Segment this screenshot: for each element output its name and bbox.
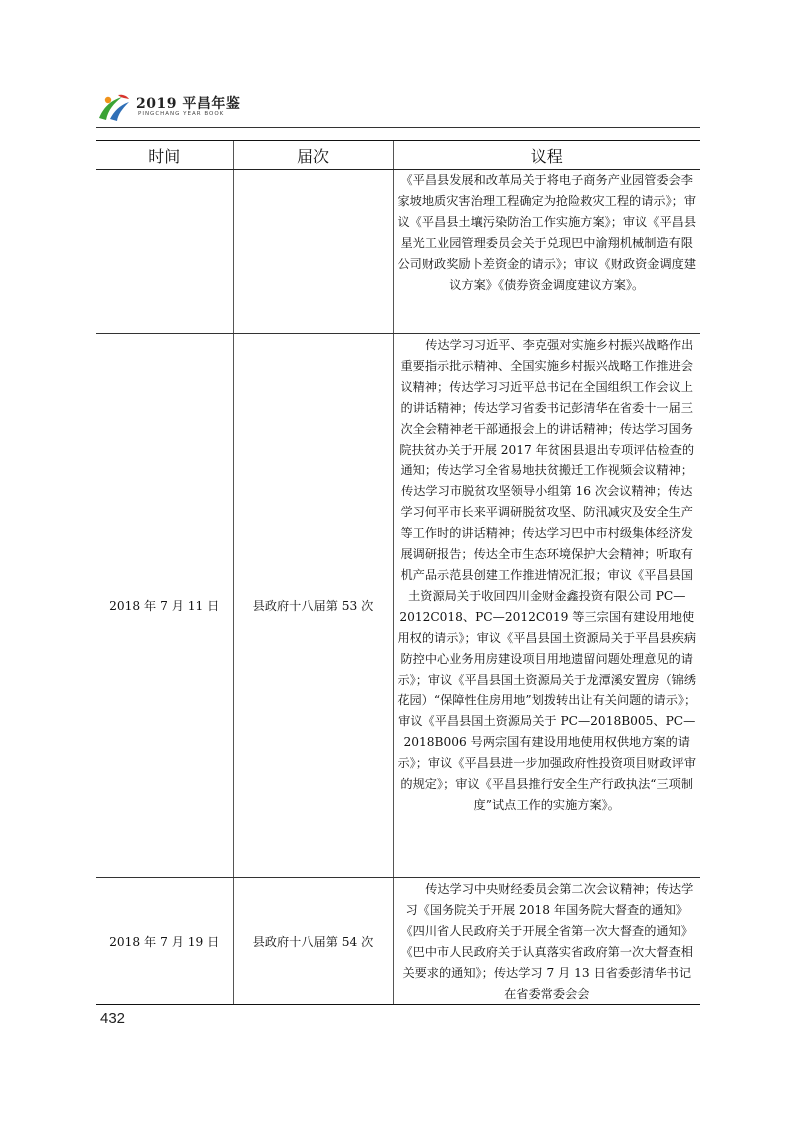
table-header-row	[96, 141, 700, 170]
table-row	[96, 878, 700, 1005]
yearbook-logo-icon	[96, 92, 134, 124]
session-cell	[233, 170, 393, 334]
page-header	[96, 92, 700, 128]
agenda-text: 《平昌县发展和改革局关于将电子商务产业园管委会李家坡地质灾害治理工程确定为抢险救灾工程的请示》；审议《平昌县土壤污染防治工作实施方案》；审议《平昌县星光工业园管理委员会关于兑现巴中渝翔机械制造有限公司财政奖励卜差资金的请示》；审议《财政资金调度建议方案》《债券资金调度建议方案》。	[397, 173, 697, 292]
meeting-table	[96, 140, 700, 1005]
session-cell: 县政府十八届第 54 次	[233, 878, 393, 1005]
yearbook-title: 2019 平昌年鉴	[136, 96, 241, 112]
date-cell: 2018 年 7 月 11 日	[96, 334, 233, 878]
header-divider	[96, 127, 700, 128]
date-cell	[96, 170, 233, 334]
date-cell: 2018 年 7 月 19 日	[96, 878, 233, 1005]
column-header-agenda: 议程	[393, 141, 700, 170]
agenda-text: 传达学习习近平、李克强对实施乡村振兴战略作出重要指示批示精神、全国实施乡村振兴战略工作推进会议精神；传达学习习近平总书记在全国组织工作会议上的讲话精神；传达学习省委书记彭清华在省委十一届三次全会精神老干部通报会上的讲话精神；传达学习国务院扶贫办关于开展 2017 年贫困县退出专项评估检查的通知；传达学习全省易地扶贫搬迁工作视频会议精神；传达学习市脱贫攻坚领导小组第 16 次会议精神；传达学习何平市长来平调研脱贫攻坚、防汛减灾及安全生产等工作时的讲话精神；传达学习巴中市村级集体经济发展调研报告；传达全市生态环境保护大会精神；听取有机产品示范县创建工作推进情况汇报；审议《平昌县国土资源局关于收回四川金财金鑫投资有限公司 PC—2012C018、PC—2012C019 等三宗国有建设用地使用权的请示》；审议《平昌县国土资源局关于平昌县疾病防控中心业务用房建设项目用地遗留问题处理意见的请示》；审议《平昌县国土资源局关于龙潭溪安置房（锦绣花园）“保障性住房用地”划拨转出让有关问题的请示》；审议《平昌县国土资源局关于 PC—2018B005、PC—2018B006 号两宗国有建设用地使用权供地方案的请示》；审议《平昌县进一步加强政府性投资项目财政评审的规定》；审议《平昌县推行安全生产行政执法“三项制度”试点工作的实施方案》。	[397, 338, 697, 812]
agenda-cell	[393, 334, 700, 878]
page-number: 432	[100, 1010, 126, 1027]
table-row	[96, 334, 700, 878]
agenda-text: 传达学习中央财经委员会第二次会议精神；传达学习《国务院关于开展 2018 年国务院大督查的通知》《四川省人民政府关于开展全省第一次大督查的通知》《巴中市人民政府关于认真落实省政府第一次大督查相关要求的通知》；传达学习 7 月 13 日省委彭清华书记在省委常委会会	[400, 882, 694, 1001]
table-row	[96, 170, 700, 334]
column-header-date: 时间	[96, 141, 233, 170]
column-header-session: 届次	[233, 141, 393, 170]
session-cell: 县政府十八届第 53 次	[233, 334, 393, 878]
yearbook-subtitle: PINGCHANG YEAR BOOK	[138, 111, 225, 117]
agenda-cell	[393, 170, 700, 334]
agenda-cell	[393, 878, 700, 1005]
